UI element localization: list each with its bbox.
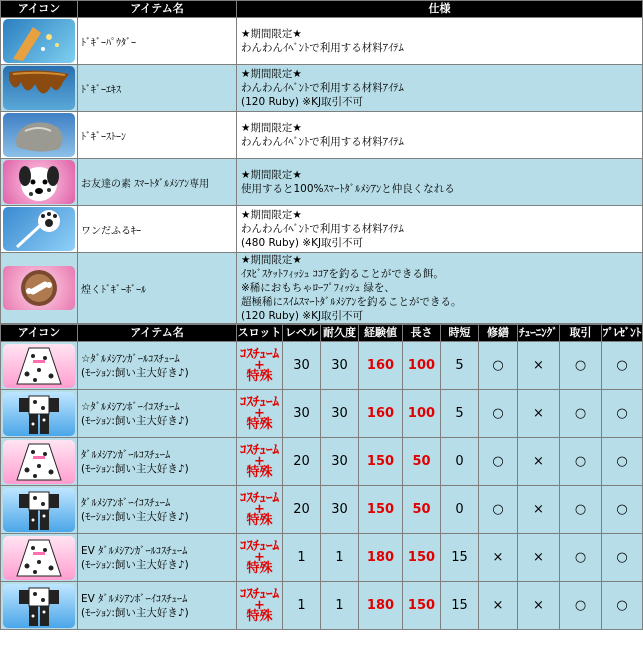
costume-icon-cell xyxy=(1,486,78,534)
costume-level-value: 20 xyxy=(293,502,310,517)
costume-exp xyxy=(359,486,403,534)
costume-exp xyxy=(359,438,403,486)
costume-repair xyxy=(479,534,518,582)
costume-length xyxy=(403,534,441,582)
costume-icon-cell xyxy=(1,390,78,438)
costume-present xyxy=(602,582,643,630)
bone-ball-icon xyxy=(3,281,75,294)
costume-slot xyxy=(237,486,283,534)
costume-length-value: 100 xyxy=(407,406,436,421)
costume-slot xyxy=(237,342,283,390)
costume-present-value: ○ xyxy=(616,406,628,421)
costume-repair xyxy=(479,486,518,534)
item-row xyxy=(1,112,643,159)
costume-trade-value: ○ xyxy=(574,358,587,373)
item-spec xyxy=(237,253,643,324)
item-name: お友達の素 ｽﾏｰﾄﾀﾞﾙﾒｼｱﾝ専用 xyxy=(78,159,237,206)
costume-repair xyxy=(479,582,518,630)
item-row xyxy=(1,18,643,65)
header-repair: 修繕 xyxy=(479,325,518,342)
header-trade: 取引 xyxy=(560,325,602,342)
costume-level xyxy=(283,582,321,630)
costume-level-value: 1 xyxy=(297,598,306,613)
costume-timeshort-value: 0 xyxy=(455,454,464,469)
dalmatian-icon xyxy=(3,175,75,188)
item-icon-cell xyxy=(1,18,78,65)
costume-slot-line: ｺｽﾁｭｰﾑ xyxy=(240,539,279,554)
item-name: ﾄﾞｷﾞｰﾊﾟｳﾀﾞｰ xyxy=(78,18,237,65)
item-spec-line: わんわんｲﾍﾞﾝﾄで利用する材料ｱｲﾃﾑ xyxy=(241,82,404,94)
header-timeshort: 時短 xyxy=(441,325,479,342)
costume-exp-value: 180 xyxy=(366,550,395,565)
header-name: アイテム名 xyxy=(78,1,237,18)
costume-present xyxy=(602,534,643,582)
item-name: 煌くﾄﾞｷﾞｰﾎﾞｰﾙ xyxy=(78,253,237,324)
costume-repair xyxy=(479,390,518,438)
girl-costume-icon xyxy=(3,358,75,373)
item-spec-line: ★期間限定★ xyxy=(241,68,302,80)
costume-name-motion: (ﾓｰｼｮﾝ:飼い主大好き♪) xyxy=(81,510,189,523)
costume-name-main: ☆ﾀﾞﾙﾒｼｱﾝﾎﾞｰｲｺｽﾁｭｰﾑ xyxy=(81,400,180,413)
costume-durability-value: 30 xyxy=(331,358,348,373)
costume-present xyxy=(602,486,643,534)
item-icon-cell xyxy=(1,253,78,324)
costume-durability-value: 30 xyxy=(331,502,348,517)
costume-repair-value: ○ xyxy=(492,406,504,421)
item-spec-line: ★期間限定★ xyxy=(241,169,302,181)
costume-timeshort xyxy=(441,486,479,534)
costume-level-value: 30 xyxy=(293,358,310,373)
costume-name-motion: (ﾓｰｼｮﾝ:飼い主大好き♪) xyxy=(81,414,189,427)
costume-timeshort-value: 15 xyxy=(451,598,468,613)
costume-slot-line: + xyxy=(254,358,265,373)
costume-tuning-value: × xyxy=(533,406,544,421)
costume-present xyxy=(602,342,643,390)
header-slot: スロット xyxy=(237,325,283,342)
costume-timeshort-value: 5 xyxy=(455,358,464,373)
costume-slot xyxy=(237,390,283,438)
costume-icon-cell xyxy=(1,342,78,390)
item-spec-line: わんわんｲﾍﾞﾝﾄで利用する材料ｱｲﾃﾑ xyxy=(241,223,404,235)
costume-slot-line: ｺｽﾁｭｰﾑ xyxy=(240,587,279,602)
costume-slot-line: 特殊 xyxy=(246,369,273,384)
item-icon-cell xyxy=(1,112,78,159)
costume-exp-value: 180 xyxy=(366,598,395,613)
costume-durability-value: 30 xyxy=(331,406,348,421)
costume-slot-line: + xyxy=(254,550,265,565)
costume-level-value: 1 xyxy=(297,550,306,565)
costume-row xyxy=(1,534,643,582)
item-spec-line: ※稀におもちゃﾛｰﾌﾟﾌｨｯｼｭ 緑を、 xyxy=(241,282,395,294)
costume-name-motion: (ﾓｰｼｮﾝ:飼い主大好き♪) xyxy=(81,366,189,379)
costume-trade-value: ○ xyxy=(574,502,587,517)
costume-exp-value: 150 xyxy=(366,454,395,469)
costume-name xyxy=(78,390,237,438)
item-name: ﾄﾞｷﾞｰｴｷｽ xyxy=(78,65,237,112)
costume-level-value: 20 xyxy=(293,454,310,469)
costume-durability xyxy=(321,342,359,390)
costume-durability xyxy=(321,486,359,534)
costume-timeshort-value: 0 xyxy=(455,502,464,517)
costume-trade xyxy=(560,486,602,534)
costume-slot-line: + xyxy=(254,502,265,517)
girl-costume-icon xyxy=(3,550,75,565)
costume-durability-value: 30 xyxy=(331,454,348,469)
costume-repair-value: ○ xyxy=(492,358,504,373)
header-exp: 経験値 xyxy=(359,325,403,342)
costume-name xyxy=(78,534,237,582)
costume-row xyxy=(1,438,643,486)
costume-tuning-value: × xyxy=(533,550,544,565)
item-spec-line: ★期間限定★ xyxy=(241,122,302,134)
item-spec xyxy=(237,18,643,65)
costume-durability xyxy=(321,582,359,630)
costume-timeshort-value: 5 xyxy=(455,406,464,421)
item-row xyxy=(1,253,643,324)
costume-tuning-value: × xyxy=(533,502,544,517)
costume-durability xyxy=(321,534,359,582)
costume-level xyxy=(283,486,321,534)
costume-trade xyxy=(560,390,602,438)
costume-name-motion: (ﾓｰｼｮﾝ:飼い主大好き♪) xyxy=(81,558,189,571)
header-level: レベル xyxy=(283,325,321,342)
item-spec-line: わんわんｲﾍﾞﾝﾄで利用する材料ｱｲﾃﾑ xyxy=(241,42,404,54)
costume-repair-value: × xyxy=(492,598,504,613)
costume-repair-value: ○ xyxy=(492,502,504,517)
item-spec-line: ★期間限定★ xyxy=(241,28,302,40)
girl-costume-icon xyxy=(3,454,75,469)
costume-row xyxy=(1,390,643,438)
costume-row xyxy=(1,342,643,390)
costume-repair xyxy=(479,438,518,486)
costume-name-main: EV ﾀﾞﾙﾒｼｱﾝｶﾞｰﾙｺｽﾁｭｰﾑ xyxy=(81,544,188,557)
costume-tuning xyxy=(518,390,560,438)
item-spec-line: 使用すると100%ｽﾏｰﾄﾀﾞﾙﾒｼｱﾝと仲良くなれる xyxy=(241,183,455,195)
costume-present-value: ○ xyxy=(616,454,628,469)
costume-name-main: ﾀﾞﾙﾒｼｱﾝﾎﾞｰｲｺｽﾁｭｰﾑ xyxy=(81,496,171,509)
costume-name xyxy=(78,582,237,630)
costume-tuning xyxy=(518,438,560,486)
boy-costume-icon xyxy=(3,598,75,613)
costume-table-header xyxy=(1,325,643,342)
costume-durability-value: 1 xyxy=(335,550,344,565)
costume-length-value: 50 xyxy=(412,502,431,517)
costume-present-value: ○ xyxy=(616,550,628,565)
costume-exp xyxy=(359,534,403,582)
stone-icon xyxy=(3,128,75,141)
costume-present xyxy=(602,438,643,486)
costume-length xyxy=(403,342,441,390)
costume-level xyxy=(283,438,321,486)
costume-row xyxy=(1,582,643,630)
costume-icon-cell xyxy=(1,534,78,582)
costume-slot-line: + xyxy=(254,454,265,469)
costume-name-main: ﾀﾞﾙﾒｼｱﾝｶﾞｰﾙｺｽﾁｭｰﾑ xyxy=(81,448,171,461)
item-name: ﾄﾞｷﾞｰｽﾄｰﾝ xyxy=(78,112,237,159)
item-name: ワンだふるｷｰ xyxy=(78,206,237,253)
header-name: アイテム名 xyxy=(78,325,237,342)
costume-level xyxy=(283,342,321,390)
header-durability: 耐久度 xyxy=(321,325,359,342)
item-spec-line: 超極稀にｽｲﾑｽﾏｰﾄﾀﾞﾙﾒｼｱﾝを釣ることができる。 xyxy=(241,296,462,308)
costume-name-motion: (ﾓｰｼｮﾝ:飼い主大好き♪) xyxy=(81,606,189,619)
item-spec xyxy=(237,159,643,206)
costume-length xyxy=(403,438,441,486)
costume-trade xyxy=(560,438,602,486)
costume-present xyxy=(602,390,643,438)
costume-durability xyxy=(321,390,359,438)
costume-slot-line: ｺｽﾁｭｰﾑ xyxy=(240,491,279,506)
costume-present-value: ○ xyxy=(616,502,628,517)
costume-trade-value: ○ xyxy=(574,406,587,421)
costume-icon-cell xyxy=(1,438,78,486)
costume-slot-line: 特殊 xyxy=(246,465,273,480)
header-icon: アイコン xyxy=(1,1,78,18)
costume-name xyxy=(78,342,237,390)
costume-slot-line: 特殊 xyxy=(246,513,273,528)
pawkey-icon xyxy=(3,222,75,235)
costume-name-main: ☆ﾀﾞﾙﾒｼｱﾝｶﾞｰﾙｺｽﾁｭｰﾑ xyxy=(81,352,180,365)
costume-slot-line: 特殊 xyxy=(246,417,273,432)
item-row xyxy=(1,159,643,206)
costume-name-motion: (ﾓｰｼｮﾝ:飼い主大好き♪) xyxy=(81,462,189,475)
costume-timeshort xyxy=(441,534,479,582)
item-spec-line: (120 Ruby) ※KJ取引不可 xyxy=(241,96,364,108)
costume-slot-line: 特殊 xyxy=(246,609,273,624)
costume-slot xyxy=(237,438,283,486)
boy-costume-icon xyxy=(3,502,75,517)
costume-timeshort xyxy=(441,342,479,390)
costume-name xyxy=(78,486,237,534)
item-icon-cell xyxy=(1,65,78,112)
costume-length-value: 50 xyxy=(412,454,431,469)
item-spec-line: (480 Ruby) ※KJ取引不可 xyxy=(241,237,364,249)
costume-exp xyxy=(359,582,403,630)
costume-icon-cell xyxy=(1,582,78,630)
costume-row xyxy=(1,486,643,534)
costume-length-value: 100 xyxy=(407,358,436,373)
costume-trade xyxy=(560,582,602,630)
costume-exp-value: 160 xyxy=(366,406,395,421)
costume-tuning xyxy=(518,342,560,390)
costume-name-main: EV ﾀﾞﾙﾒｼｱﾝﾎﾞｰｲｺｽﾁｭｰﾑ xyxy=(81,592,188,605)
costume-length xyxy=(403,390,441,438)
costume-exp xyxy=(359,342,403,390)
costume-level xyxy=(283,534,321,582)
header-tuning: ﾁｭｰﾆﾝｸﾞ xyxy=(518,325,560,342)
item-row xyxy=(1,65,643,112)
costume-trade-value: ○ xyxy=(574,550,587,565)
item-table-header xyxy=(1,1,643,18)
costume-repair-value: × xyxy=(492,550,504,565)
costume-exp-value: 160 xyxy=(366,358,395,373)
costume-exp-value: 150 xyxy=(366,502,395,517)
costume-timeshort xyxy=(441,582,479,630)
costume-present-value: ○ xyxy=(616,358,628,373)
costume-table xyxy=(0,324,643,630)
item-icon-cell xyxy=(1,159,78,206)
costume-tuning xyxy=(518,486,560,534)
costume-tuning-value: × xyxy=(533,358,544,373)
header-icon: アイコン xyxy=(1,325,78,342)
item-icon-cell xyxy=(1,206,78,253)
header-present: ﾌﾟﾚｾﾞﾝﾄ xyxy=(602,325,643,342)
costume-tuning-value: × xyxy=(533,598,544,613)
costume-repair-value: ○ xyxy=(492,454,504,469)
costume-length xyxy=(403,486,441,534)
extract-icon xyxy=(3,81,75,94)
costume-slot-line: + xyxy=(254,406,265,421)
item-spec-line: ★期間限定★ xyxy=(241,254,302,266)
costume-timeshort xyxy=(441,390,479,438)
costume-trade-value: ○ xyxy=(574,454,587,469)
item-spec xyxy=(237,65,643,112)
item-spec-line: わんわんｲﾍﾞﾝﾄで利用する材料ｱｲﾃﾑ xyxy=(241,136,404,148)
header-spec: 仕様 xyxy=(237,1,643,18)
item-table xyxy=(0,0,643,324)
costume-level-value: 30 xyxy=(293,406,310,421)
costume-durability xyxy=(321,438,359,486)
item-row xyxy=(1,206,643,253)
costume-trade xyxy=(560,342,602,390)
powder-icon xyxy=(3,34,75,47)
costume-trade xyxy=(560,534,602,582)
item-spec-line: ★期間限定★ xyxy=(241,209,302,221)
costume-length-value: 150 xyxy=(407,550,436,565)
costume-slot-line: 特殊 xyxy=(246,561,273,576)
costume-present-value: ○ xyxy=(616,598,628,613)
costume-trade-value: ○ xyxy=(574,598,587,613)
costume-length xyxy=(403,582,441,630)
costume-slot xyxy=(237,582,283,630)
item-spec xyxy=(237,112,643,159)
costume-length-value: 150 xyxy=(407,598,436,613)
item-spec xyxy=(237,206,643,253)
costume-timeshort xyxy=(441,438,479,486)
costume-slot xyxy=(237,534,283,582)
costume-repair xyxy=(479,342,518,390)
costume-tuning-value: × xyxy=(533,454,544,469)
costume-durability-value: 1 xyxy=(335,598,344,613)
costume-exp xyxy=(359,390,403,438)
costume-tuning xyxy=(518,582,560,630)
costume-slot-line: ｺｽﾁｭｰﾑ xyxy=(240,347,279,362)
costume-level xyxy=(283,390,321,438)
costume-tuning xyxy=(518,534,560,582)
costume-slot-line: ｺｽﾁｭｰﾑ xyxy=(240,395,279,410)
item-spec-line: ｲﾇﾋﾞｽｹｯﾄﾌｨｯｼｭ ｺｺｱを釣ることができる餌。 xyxy=(241,268,444,280)
costume-slot-line: + xyxy=(254,598,265,613)
costume-slot-line: ｺｽﾁｭｰﾑ xyxy=(240,443,279,458)
costume-name xyxy=(78,438,237,486)
boy-costume-icon xyxy=(3,406,75,421)
costume-timeshort-value: 15 xyxy=(451,550,468,565)
header-length: 長さ xyxy=(403,325,441,342)
item-spec-line: (120 Ruby) ※KJ取引不可 xyxy=(241,310,364,322)
